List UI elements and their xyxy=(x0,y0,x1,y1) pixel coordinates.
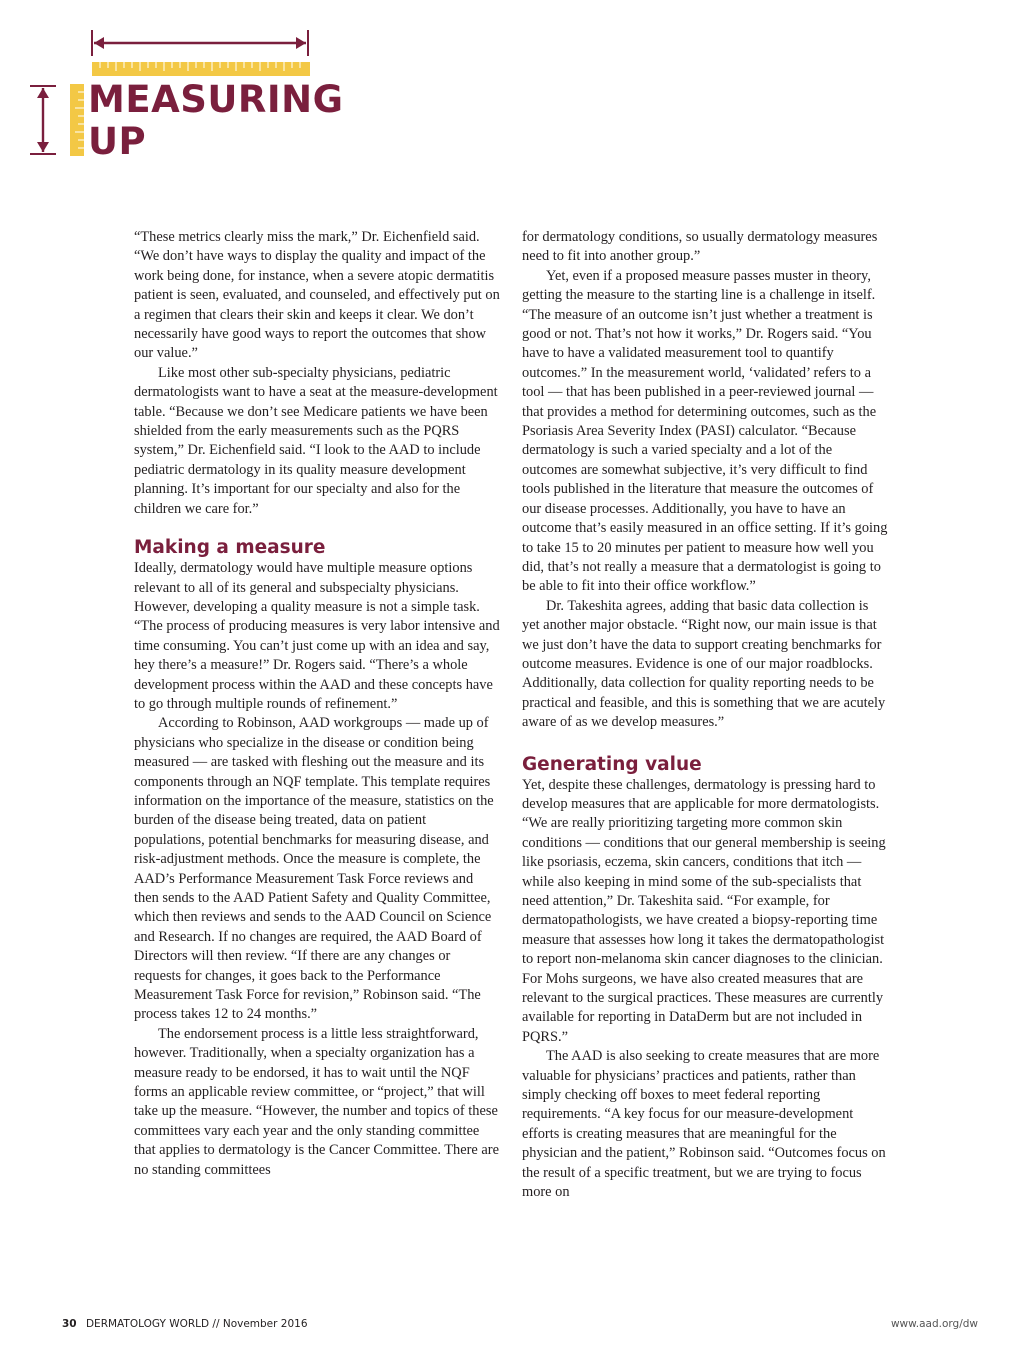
page-number: 30 xyxy=(62,1318,77,1330)
paragraph: for dermatology conditions, so usually dermatology measures need to fit into another group.” xyxy=(522,229,878,265)
subheading-generating-value: Generating value xyxy=(522,753,702,775)
paragraph: Yet, despite these challenges, dermatology is pressing hard to develop measures that are applicable for more dermatologists. “We are really prioritizing targeting more common skin conditions — conditions that our general membership is seeing like psoriasis, eczema, skin cancers, conditions that itch — while also keeping in mind some of the sub-specialists that need attention,” Dr. Takeshita said. “For example, for dermatopathologists, we have created a biopsy-reporting time measure that assesses how long it takes the dermatopathologist to report non-melanoma skin cancer diagnoses to the clinician. For Mohs surgeons, we have also created measures that are relevant to the surgical practices. These measures are currently available for reporting in DataDerm but are not included in PQRS.” xyxy=(522,776,886,1045)
website-url: www.aad.org/dw xyxy=(890,1318,978,1330)
paragraph: “These metrics clearly miss the mark,” Dr. Eichenfield said. “We don’t have ways to display the quality and impact of the work being done, for instance, when a severe atopic dermatitis patient is seen, evaluated, and counseled, and effectively put on a regimen that clears their skin and keeps it clear. We don’t necessarily have good ways to report the outcomes that show our value.” xyxy=(134,229,500,362)
paragraph: Ideally, dermatology would have multiple measure options relevant to all of its general and subspecialty physicians. However, developing a quality measure is not a simple task. “The process of producing measures is very labor intensive and time consuming. You can’t just come up with an idea and say, hey there’s a measure!” Dr. Rogers said. “There’s a whole development process within the AAD and these concepts have to go through multiple rounds of refinement.” xyxy=(134,560,500,712)
section-title-line1: MEASURING xyxy=(88,78,344,121)
magazine-name: DERMATOLOGY WORLD xyxy=(85,1318,210,1330)
measuring-up-logo xyxy=(26,22,344,163)
section-title-line2: UP xyxy=(88,120,147,163)
article-column-left xyxy=(134,228,500,1180)
section-title xyxy=(88,79,344,163)
paragraph: The AAD is also seeking to create measures that are more valuable for physicians’ practices and patients, rather than simply checking off boxes to meet federal reporting requirements. “A key focus for our measure-development efforts is creating measures that are meaningful for the physician and the patient,” Robinson said. “Outcomes focus on the result of a specific treatment, but we are trying to focus more on xyxy=(522,1048,886,1201)
subheading-making-a-measure: Making a measure xyxy=(134,537,326,559)
article-column-right xyxy=(522,228,888,1203)
page-footer xyxy=(62,1318,978,1330)
paragraph: Yet, even if a proposed measure passes muster in theory, getting the measure to the starting line is a challenge in itself. “The measure of an outcome isn’t just whether a treatment is good or not. That’s not how it works,” Dr. Rogers said. “You have to have a validated measurement tool to quantify outcomes.” In the measurement world, ‘validated’ refers to a tool — that has been published in a peer-reviewed journal — that provides a method for determining outcomes, such as the Psoriasis Area Severity Index (PASI) calculator. “Because dermatology is such a varied specialty and a lot of the outcomes are somewhat subjective, it’s very difficult to find tools published in the literature that measure the outcomes of our disease processes. Additionally, you have to have an outcome that’s easily measured in an office setting. If it’s going to take 15 to 20 minutes per patient to measure how well you did, that’s not really a measure that a dermatologist is going to be able to fit into their office workflow.” xyxy=(522,267,888,595)
paragraph: According to Robinson, AAD workgroups — made up of physicians who specialize in the disease or condition being measured — are tasked with fleshing out the measure and its components through an NQF template. This template requires information on the importance of the measure, statistics on the burden of the disease being treated, data on patient populations, potential benchmarks for measuring disease, and risk-adjustment methods. Once the measure is complete, the AAD’s Performance Measurement Task Force reviews and then sends to the AAD Patient Safety and Quality Committee, which then reviews and sends to the AAD Council on Science and Research. If no changes are required, the AAD Board of Directors will then review. “If there are any changes or requests for changes, it goes back to the Performance Measurement Task Force for revision,” Robinson said. “The process takes 12 to 24 months.” xyxy=(134,715,494,1023)
issue-date: // November 2016 xyxy=(212,1318,308,1330)
paragraph: The endorsement process is a little less straightforward, however. Traditionally, when a specialty organization has a measure ready to be endorsed, it has to wait until the NQF forms an applicable review committee, or “project,” that will take up the measure. “However, the number and topics of these committees vary each year and the only standing committee that applies to dermatology is the Cancer Committee. There are no standing committees xyxy=(134,1025,499,1178)
paragraph: Dr. Takeshita agrees, adding that basic data collection is yet another major obstacle. “Right now, our main issue is that we just don’t have the data to support creating benchmarks for outcome measures. Evidence is one of our major roadblocks. Additionally, data collection for quality reporting needs to be practical and feasible, and this is something that we are acutely aware of as we develop measures.” xyxy=(522,597,886,731)
paragraph: Like most other sub-specialty physicians, pediatric dermatologists want to have a seat at the measure-development table. “Because we don’t see Medicare patients we have been shielded from the early measurements such as the PQRS system,” Dr. Eichenfield said. “I look to the AAD to include pediatric dermatology in its quality measure development planning. It’s important for our specialty and also for the children we care for.” xyxy=(134,364,498,517)
